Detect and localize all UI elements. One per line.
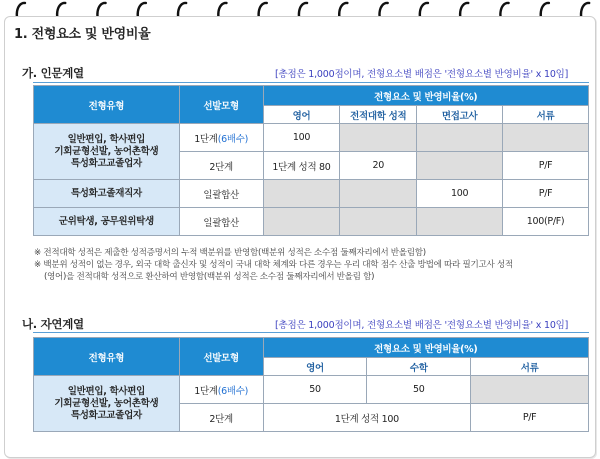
row-label-vocational-employee: 특성화고졸재직자 <box>34 180 180 208</box>
cell-method-stage1: 1단계(6배수) <box>179 124 263 152</box>
footnote-2-cont: (영어)을 전적대학 성적으로 환산하여 반영함(백분위 성적은 소수점 둘째자리에서 반올림 함) <box>44 272 375 282</box>
row-label-general: 일반편입, 학사편입 기회균형선발, 농어촌학생 특성화고교졸업자 <box>34 376 180 432</box>
cell-empty <box>417 124 503 152</box>
cell-empty <box>340 180 417 208</box>
cell-english-stage1: 50 <box>263 376 367 404</box>
header-col-documents: 서류 <box>471 358 589 376</box>
header-type: 전형유형 <box>34 86 180 124</box>
cell-interview: 100 <box>417 180 503 208</box>
cell-empty <box>340 124 417 152</box>
row-label-commissioned: 군위탁생, 공무원위탁생 <box>34 208 180 236</box>
cell-empty <box>340 208 417 236</box>
cell-documents-stage2: P/F <box>503 152 589 180</box>
footnotes <box>34 247 579 283</box>
cell-math-stage1: 50 <box>367 376 471 404</box>
cell-method: 일괄합산 <box>179 208 263 236</box>
header-group: 전형요소 및 반영비율(%) <box>263 338 588 358</box>
cell-stage1-score: 1단계 성적 100 <box>263 404 471 432</box>
header-col-english: 영어 <box>263 106 340 124</box>
header-group: 전형요소 및 반영비율(%) <box>263 86 588 106</box>
header-col-math: 수학 <box>367 358 471 376</box>
header-col-interview: 면접고사 <box>417 106 503 124</box>
cell-method: 일괄합산 <box>179 180 263 208</box>
section-divider <box>33 82 589 83</box>
footnote-1: ※ 전적대학 성적은 제출한 성적증명서의 누적 백분위를 반영함(백분위 성적은 소수점 둘째자리에서 반올림함) <box>34 248 426 258</box>
cell-documents-stage2: P/F <box>471 404 589 432</box>
cell-method-stage2: 2단계 <box>179 152 263 180</box>
section-divider <box>33 332 589 333</box>
page-title: 1. 전형요소 및 반영비율 <box>14 27 151 42</box>
cell-gpa-stage2: 20 <box>340 152 417 180</box>
header-method: 선발모형 <box>179 86 263 124</box>
header-col-english: 영어 <box>263 358 367 376</box>
cell-empty <box>263 208 340 236</box>
cell-method-stage2: 2단계 <box>179 404 263 432</box>
cell-method-stage1: 1단계(6배수) <box>179 376 263 404</box>
cell-empty <box>503 124 589 152</box>
natural-ratio-table <box>33 337 589 432</box>
cell-empty <box>471 376 589 404</box>
cell-english-stage2: 1단계 성적 80 <box>263 152 340 180</box>
cell-empty <box>417 152 503 180</box>
header-type: 전형유형 <box>34 338 180 376</box>
section-heading-humanities: 가. 인문계열 <box>22 66 84 80</box>
section-heading-natural: 나. 자연계열 <box>22 317 84 331</box>
header-method: 선발모형 <box>179 338 263 376</box>
header-col-gpa: 전적대학 성적 <box>340 106 417 124</box>
row-label-general: 일반편입, 학사편입 기회균형선발, 농어촌학생 특성화고교졸업자 <box>34 124 180 180</box>
humanities-ratio-table <box>33 85 589 236</box>
cell-documents: 100(P/F) <box>503 208 589 236</box>
cell-empty <box>263 180 340 208</box>
header-col-documents: 서류 <box>503 106 589 124</box>
cell-english-stage1: 100 <box>263 124 340 152</box>
footnote-2: ※ 백분위 성적이 없는 경우, 외국 대학 출신자 및 성적이 국내 대학 체계와 다른 경우는 우리 대학 점수 산출 방법에 따라 필기고사 성적 <box>34 260 513 270</box>
cell-documents: P/F <box>503 180 589 208</box>
section-note-humanities: [총점은 1,000점이며, 전형요소별 배점은 '전형요소별 반영비율' x 10임] <box>275 69 569 80</box>
cell-empty <box>417 208 503 236</box>
section-note-natural: [총점은 1,000점이며, 전형요소별 배점은 '전형요소별 반영비율' x 10임] <box>275 320 569 331</box>
